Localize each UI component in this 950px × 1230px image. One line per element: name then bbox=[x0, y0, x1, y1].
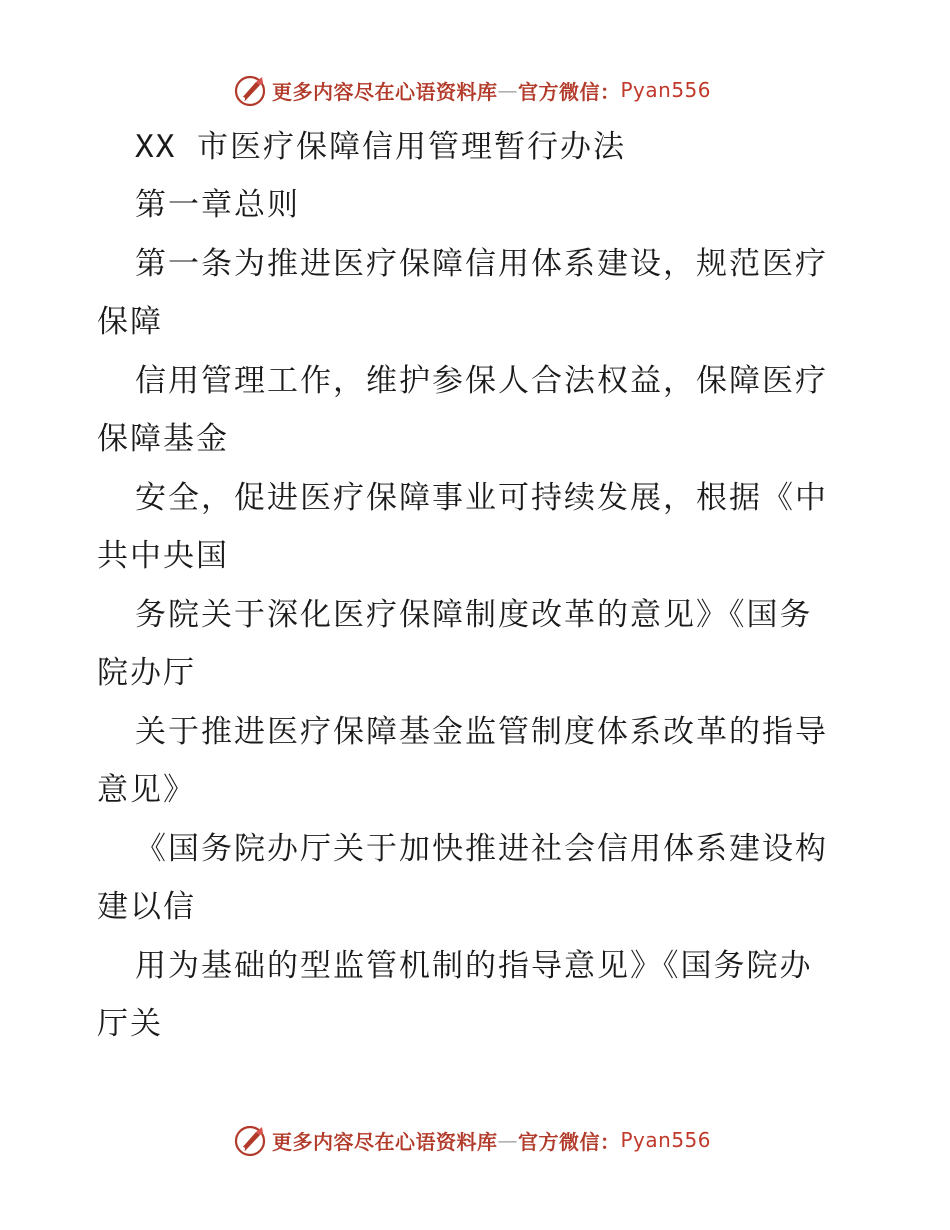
paragraph-line: 用为基础的型监管机制的指导意见》《国务院办 bbox=[135, 948, 813, 984]
paragraph-line: 厅关 bbox=[97, 1006, 163, 1042]
paragraph-line: 意见》 bbox=[97, 772, 196, 808]
header-watermark-banner bbox=[232, 70, 732, 110]
quill-pen-logo-icon bbox=[232, 1122, 268, 1158]
banner-account-id: Pyan556 bbox=[620, 1128, 712, 1152]
quill-pen-logo-icon bbox=[232, 72, 268, 108]
paragraph-line: 建以信 bbox=[97, 889, 196, 925]
banner-text: 更多内容尽在心语资料库 bbox=[272, 1129, 498, 1154]
banner-account-label: 官方微信： bbox=[518, 1129, 621, 1154]
paragraph-line: 《国务院办厅关于加快推进社会信用体系建设构 bbox=[135, 831, 828, 867]
banner-text: 更多内容尽在心语资料库 bbox=[272, 79, 498, 104]
paragraph-line: 院办厅 bbox=[97, 655, 196, 691]
chapter-heading: 第一章总则 bbox=[135, 187, 300, 223]
paragraph-line: 信用管理工作，维护参保人合法权益，保障医疗 bbox=[135, 363, 828, 399]
document-title: XX 市医疗保障信用管理暂行办法 bbox=[135, 129, 626, 165]
paragraph-line: 共中央国 bbox=[97, 538, 229, 574]
banner-separator: — bbox=[497, 78, 518, 102]
banner-separator: — bbox=[497, 1128, 518, 1152]
paragraph-line: 保障 bbox=[97, 304, 163, 340]
paragraph-line: 保障基金 bbox=[97, 421, 229, 457]
paragraph-line: 第一条为推进医疗保障信用体系建设，规范医疗 bbox=[135, 246, 828, 282]
banner-account-label: 官方微信： bbox=[518, 79, 621, 104]
paragraph-line: 安全，促进医疗保障事业可持续发展，根据《中 bbox=[135, 480, 828, 516]
paragraph-line: 务院关于深化医疗保障制度改革的意见》《国务 bbox=[135, 597, 813, 633]
paragraph-line: 关于推进医疗保障基金监管制度体系改革的指导 bbox=[135, 714, 828, 750]
banner-account-id: Pyan556 bbox=[620, 78, 712, 102]
footer-watermark-banner bbox=[232, 1120, 732, 1160]
